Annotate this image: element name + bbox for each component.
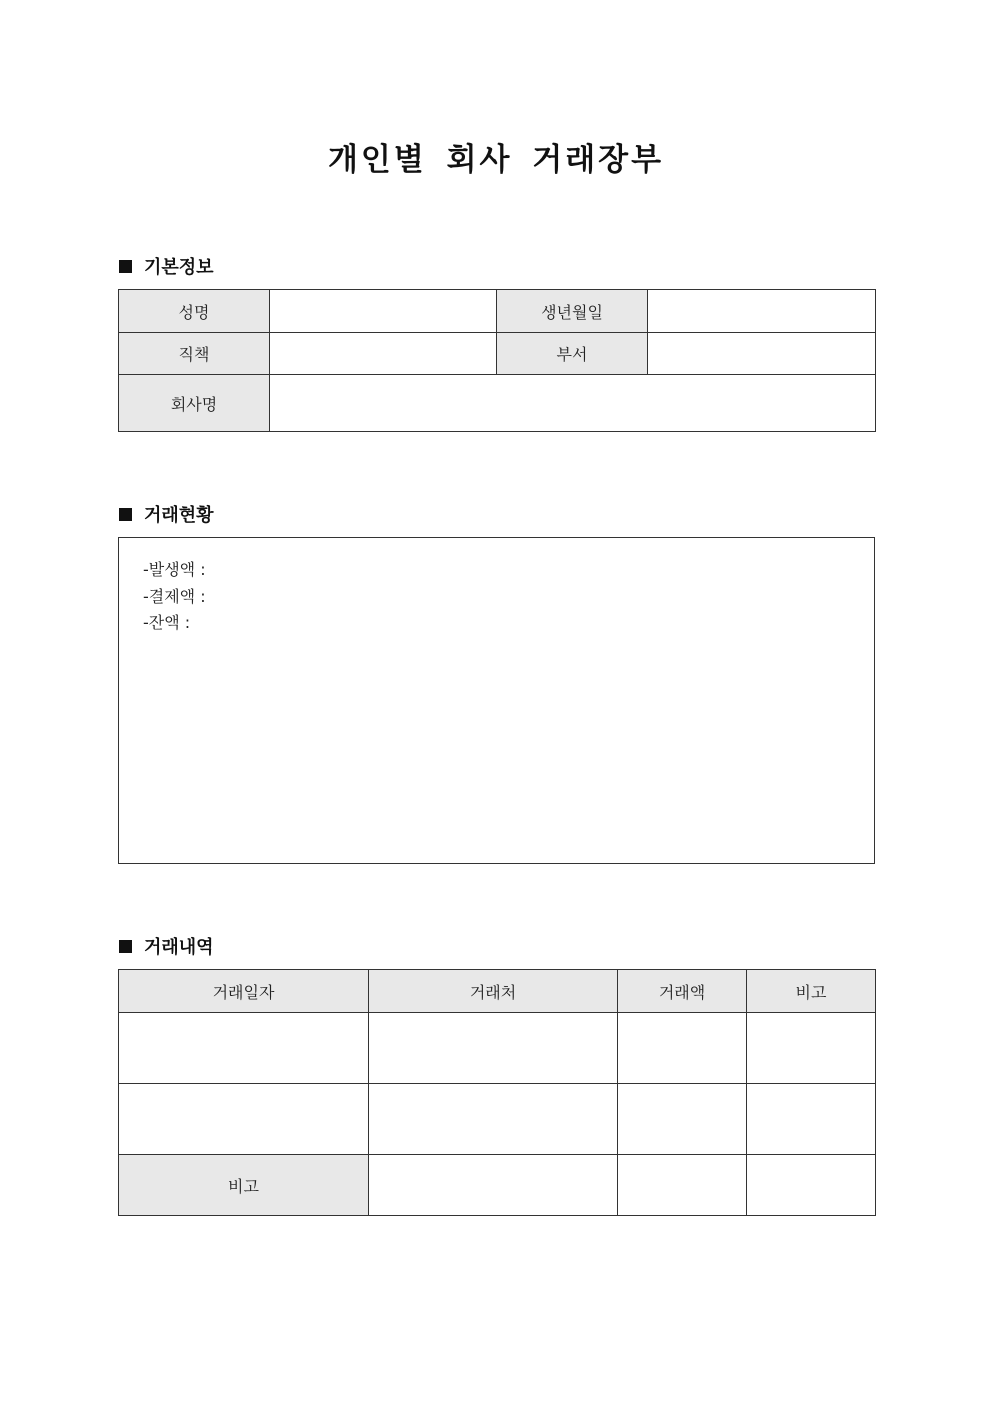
square-bullet-icon <box>119 940 132 953</box>
date-cell[interactable] <box>119 1084 369 1155</box>
footer-partner-cell[interactable] <box>369 1155 618 1216</box>
note-cell[interactable] <box>747 1084 876 1155</box>
footer-note-label: 비고 <box>119 1155 369 1216</box>
footer-note-cell[interactable] <box>747 1155 876 1216</box>
transaction-status-heading-text: 거래현황 <box>144 505 214 526</box>
position-label: 직책 <box>119 333 270 375</box>
table-row <box>119 1013 876 1084</box>
column-header-date: 거래일자 <box>119 970 369 1013</box>
transaction-status-box[interactable] <box>118 537 875 864</box>
table-row <box>119 1084 876 1155</box>
transaction-details-table <box>118 969 876 1216</box>
page-title: 개인별 회사 거래장부 <box>327 142 665 178</box>
birthdate-label: 생년월일 <box>497 290 648 333</box>
square-bullet-icon <box>119 260 132 273</box>
amount-cell[interactable] <box>618 1013 747 1084</box>
birthdate-field[interactable] <box>648 290 876 333</box>
amount-cell[interactable] <box>618 1084 747 1155</box>
footer-amount-cell[interactable] <box>618 1155 747 1216</box>
company-field[interactable] <box>270 375 876 432</box>
basic-info-table <box>118 289 876 432</box>
balance-line: -잔액 : <box>143 613 191 632</box>
date-cell[interactable] <box>119 1013 369 1084</box>
table-header-row <box>119 970 876 1013</box>
table-footer-row <box>119 1155 876 1216</box>
department-label: 부서 <box>497 333 648 375</box>
basic-info-heading-text: 기본정보 <box>144 257 214 278</box>
table-row <box>119 333 876 375</box>
name-label: 성명 <box>119 290 270 333</box>
paid-amount-line: -결제액 : <box>143 586 206 606</box>
department-field[interactable] <box>648 333 876 375</box>
column-header-amount: 거래액 <box>618 970 747 1013</box>
note-cell[interactable] <box>747 1013 876 1084</box>
transaction-status-heading <box>119 501 214 527</box>
company-label: 회사명 <box>119 375 270 432</box>
transaction-details-heading <box>119 933 214 959</box>
transaction-details-heading-text: 거래내역 <box>144 937 214 958</box>
issued-amount-line: -발생액 : <box>143 560 206 579</box>
column-header-note: 비고 <box>747 970 876 1013</box>
partner-cell[interactable] <box>369 1084 618 1155</box>
table-row <box>119 290 876 333</box>
name-field[interactable] <box>270 290 497 333</box>
basic-info-heading <box>119 253 214 279</box>
transaction-status-lines <box>143 557 206 637</box>
square-bullet-icon <box>119 508 132 521</box>
position-field[interactable] <box>270 333 497 375</box>
column-header-partner: 거래처 <box>369 970 618 1013</box>
partner-cell[interactable] <box>369 1013 618 1084</box>
table-row <box>119 375 876 432</box>
